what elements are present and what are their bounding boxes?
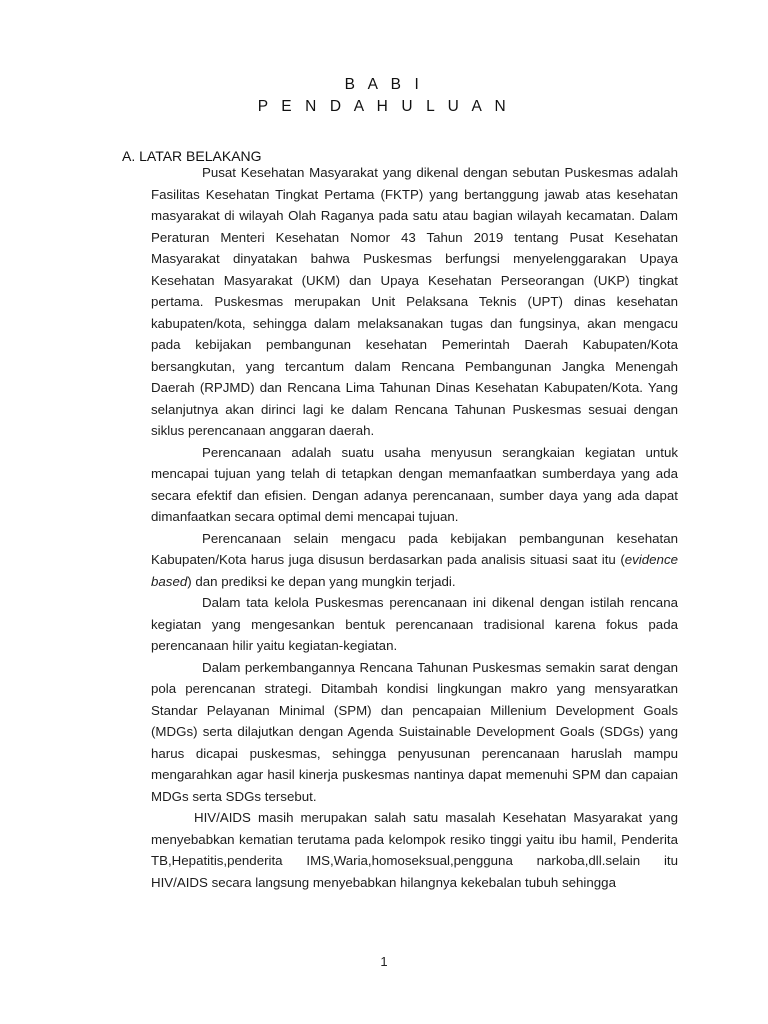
- paragraph-3-italic: evidence based: [151, 552, 678, 589]
- paragraph-1: Pusat Kesehatan Masyarakat yang dikenal dengan sebutan Puskesmas adalah Fasilitas Kesehatan Tingkat Pertama (FKTP) yang bertanggung jawab atas kesehatan masyarakat di wilayah Olah Raganya pada satu atau bagian wilayah kecamatan. Dalam Peraturan Menteri Kesehatan Nomor 43 Tahun 2019 tentang Pusat Kesehatan Masyarakat dinyatakan bahwa Puskesmas berfungsi menyelenggarakan Upaya Kesehatan Masyarakat (UKM) dan Upaya Kesehatan Perseorangan (UKP) tingkat pertama. Puskesmas merupakan Unit Pelaksana Teknis (UPT) dinas kesehatan kabupaten/kota, sehingga dalam melaksanakan tugas dan fungsinya, akan mengacu pada kebijakan pembangunan kesehatan Pemerintah Daerah Kabupaten/Kota bersangkutan, yang tercantum dalam Rencana Pembangunan Jangka Menengah Daerah (RPJMD) dan Rencana Lima Tahunan Dinas Kesehatan Kabupaten/Kota. Yang selanjutnya akan dirinci lagi ke dalam Rencana Tahunan Puskesmas sesuai dengan siklus perencanaan anggaran daerah.: [151, 165, 678, 438]
- paragraph-5: Dalam perkembangannya Rencana Tahunan Puskesmas semakin sarat dengan pola perencanan strategi. Ditambah kondisi lingkungan makro yang mensyaratkan Standar Pelayanan Minimal (SPM) dan pencapaian Millenium Development Goals (MDGs) serta dilajutkan dengan Agenda Suistainable Development Goals (SDGs) yang harus dicapai puskesmas, sehingga penyusunan perencanaan haruslah mampu mengarahkan agar hasil kinerja puskesmas nantinya dapat memenuhi SPM dan capaian MDGs serta SDGs tersebut.: [151, 659, 678, 804]
- paragraph-2: Perencanaan adalah suatu usaha menyusun serangkaian kegiatan untuk mencapai tujuan yang telah di tetapkan dengan memanfaatkan sumberdaya yang ada secara efektif dan efisien. Dengan adanya perencanaan, sumber daya yang ada dapat dimanfaatkan secara optimal demi mencapai tujuan.: [151, 444, 678, 524]
- paragraph-3-text-a: Perencanaan selain mengacu pada kebijakan pembangunan kesehatan Kabupaten/Kota harus juga disusun berdasarkan pada analisis situasi saat itu (: [151, 530, 678, 567]
- paragraph-4: Dalam tata kelola Puskesmas perencanaan ini dikenal dengan istilah rencana kegiatan yang mengesankan bentuk perencanaan tradisional karena fokus pada perencanaan hilir yaitu kegiatan-kegiatan.: [151, 595, 678, 653]
- section-heading: A. LATAR BELAKANG: [122, 148, 262, 164]
- body-text: [151, 162, 678, 893]
- chapter-title: P E N D A H U L U A N: [257, 98, 511, 115]
- paragraph-3-text-b: ) dan prediksi ke depan yang mungkin terjadi.: [187, 573, 456, 589]
- paragraph-6: HIV/AIDS masih merupakan salah satu masalah Kesehatan Masyarakat yang menyebabkan kematian terutama pada kelompok resiko tinggi yaitu ibu hamil, Penderita TB,Hepatitis,penderita IMS,Waria,homoseksual,pengguna narkoba,dll.selain itu HIV/AIDS secara langsung menyebabkan hilangnya kekebalan tubuh sehingga: [151, 810, 678, 890]
- chapter-number: B A B I: [344, 76, 424, 93]
- page-number: 1: [380, 954, 388, 969]
- paragraph-3: [151, 528, 678, 593]
